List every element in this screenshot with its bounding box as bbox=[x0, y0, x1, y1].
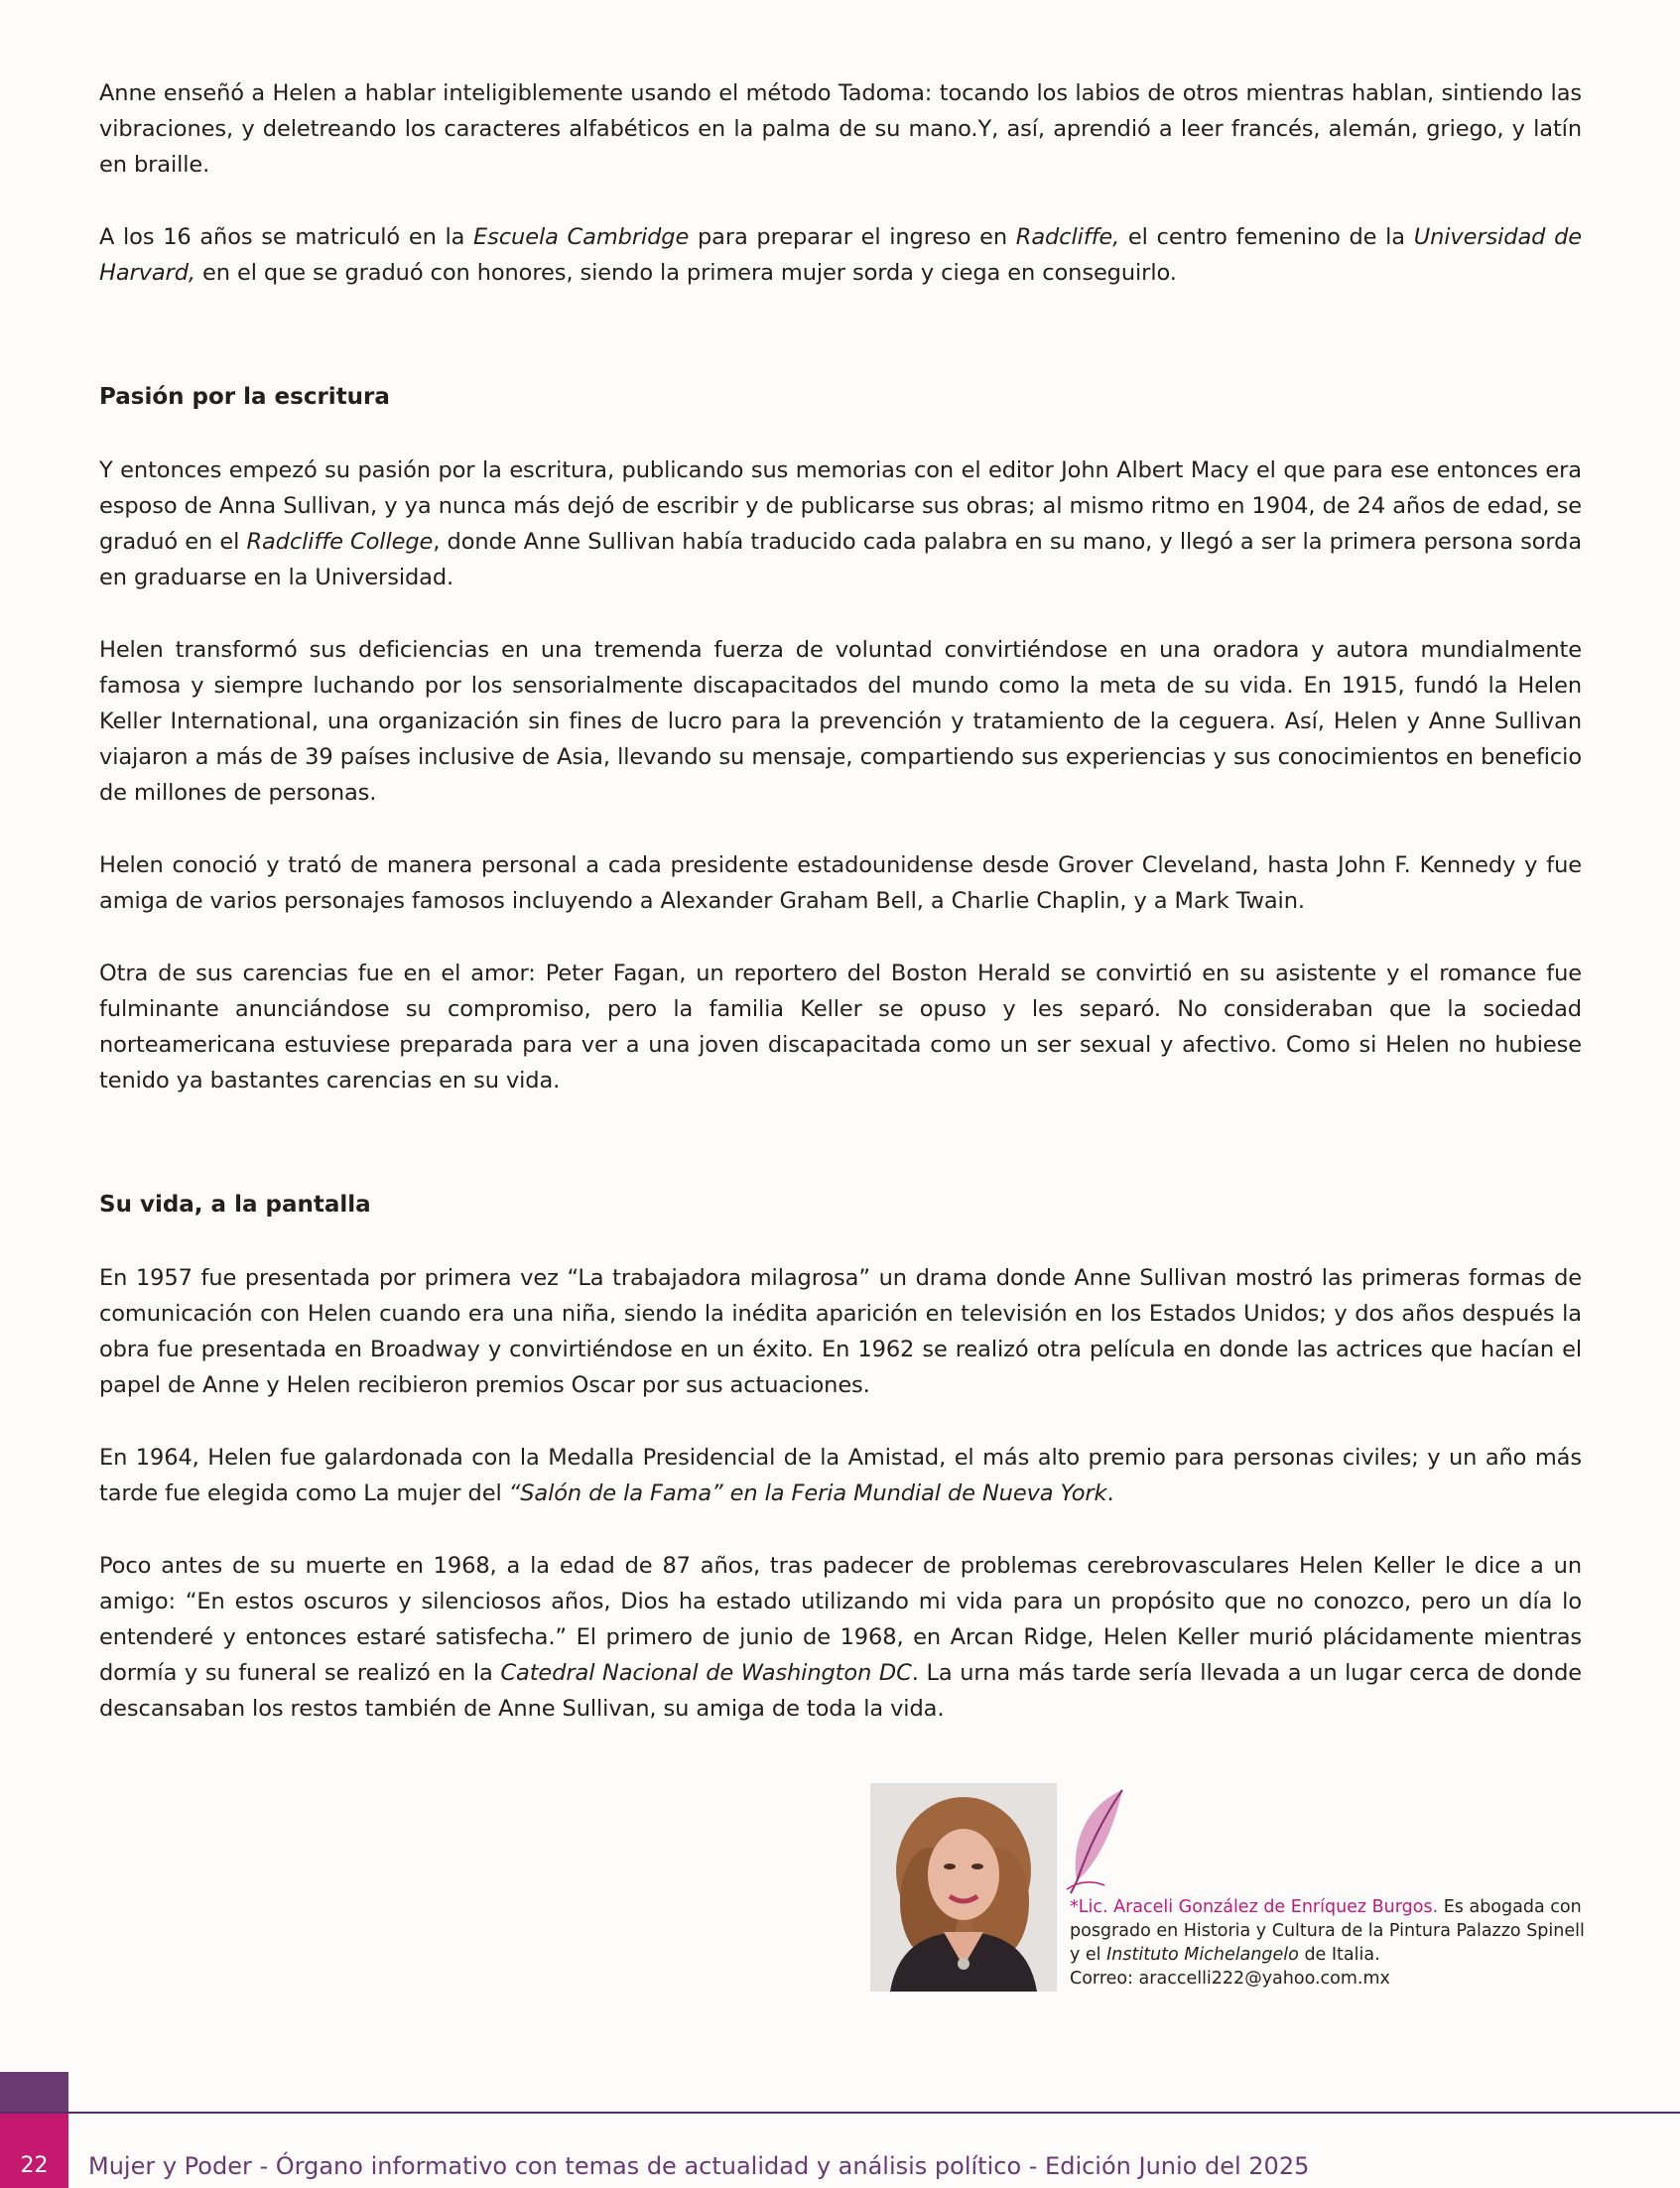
paragraph: Anne enseñó a Helen a hablar inteligiblemente usando el método Tadoma: tocando los labios de otros mientras hablan, sintiendo las vibraciones, y deletreando los caracteres alfabéticos en la palma de su mano.Y, así, aprendió a leer francés, alemán, griego, y latín en braille. bbox=[99, 80, 1582, 178]
paragraph: Y entonces empezó su pasión por la escritura, publicando sus memorias con el editor John Albert Macy el que para ese entonces era esposo de Anna Sullivan, y ya nunca más dejó de escribir y de publicarse sus obras; al mismo ritmo en 1904, de 24 años de edad, se graduó en el Radcliffe College, donde Anne Sullivan había traducido cada palabra en su mano, y llegó a ser la primera persona sorda en graduarse en la Universidad. bbox=[99, 457, 1583, 590]
author-email: Correo: araccelli222@yahoo.com.mx bbox=[1070, 1969, 1390, 1989]
paragraph: En 1964, Helen fue galardonada con la Medalla Presidencial de la Amistad, el más alto premio para personas civiles; y un año más tarde fue elegida como La mujer del “Salón de la Fama” en la Feria Mundial de Nueva York. bbox=[99, 1445, 1582, 1506]
section-heading: Pasión por la escritura bbox=[99, 384, 390, 410]
paragraph: Helen conoció y trató de manera personal a cada presidente estadounidense desde Grover Cleveland, hasta John F. Kennedy y fue amiga de varios personajes famosos incluyendo a Alexander Graham Bell, a Charlie Chaplin, y a Mark Twain. bbox=[99, 852, 1582, 914]
paragraph: En 1957 fue presentada por primera vez “La trabajadora milagrosa” un drama donde Anne Sullivan mostró las primeras formas de comunicación con Helen cuando era una niña, siendo la inédita aparición en televisión en los Estados Unidos; y dos años después la obra fue presentada en Broadway y convirtiéndose en un éxito. En 1962 se realizó otra película en donde las actrices que hacían el papel de Anne y Helen recibieron premios Oscar por sus actuaciones. bbox=[99, 1265, 1582, 1398]
paragraph: A los 16 años se matriculó en la Escuela Cambridge para preparar el ingreso en Radcliffe, el centro femenino de la Universidad de Harvard, en el que se graduó con honores, siendo la primera mujer sorda y ciega en conseguirlo. bbox=[99, 224, 1583, 286]
paragraph: Otra de sus carencias fue en el amor: Peter Fagan, un reportero del Boston Herald se convirtió en su asistente y el romance fue fulminante anunciándose su compromiso, pero la familia Keller se opuso y les separó. No consideraban que la sociedad norteamericana estuviese preparada para ver a una joven discapacitada como un ser sexual y afectivo. Como si Helen no hubiese tenido ya bastantes carencias en su vida. bbox=[99, 961, 1582, 1094]
author-photo bbox=[870, 1783, 1057, 1992]
author-bio: *Lic. Araceli González de Enríquez Burgos. Es abogada con posgrado en Historia y Cultura de la Pintura Palazzo Spinell y el Instituto Michelangelo de Italia. Correo: araccelli222@yahoo.com.mx bbox=[1070, 1897, 1585, 1989]
paragraph: Poco antes de su muerte en 1968, a la edad de 87 años, tras padecer de problemas cerebrovasculares Helen Keller le dice a un amigo: “En estos oscuros y silenciosos años, Dios ha estado utilizando mi vida para un propósito que no conozco, pero un día lo entenderé y entonces estaré satisfecha.” El primero de junio de 1968, en Arcan Ridge, Helen Keller murió plácidamente mientras dormía y su funeral se realizó en la Catedral Nacional de Washington DC. La urna más tarde sería llevada a un lugar cerca de donde descansaban los restos también de Anne Sullivan, su amiga de toda la vida. bbox=[99, 1553, 1583, 1722]
page-number: 22 bbox=[20, 2153, 49, 2178]
footer-text: Mujer y Poder - Órgano informativo con temas de actualidad y análisis político - Edición Junio del 2025 bbox=[88, 2152, 1310, 2180]
author-name: *Lic. Araceli González de Enríquez Burgos. bbox=[1070, 1897, 1439, 1917]
paragraph: Helen transformó sus deficiencias en una tremenda fuerza de voluntad convirtiéndose en una oradora y autora mundialmente famosa y siempre luchando por los sensorialmente discapacitados del mundo como la meta de su vida. En 1915, fundó la Helen Keller International, una organización sin fines de lucro para la prevención y tratamiento de la ceguera. Así, Helen y Anne Sullivan viajaron a más de 39 países inclusive de Asia, llevando su mensaje, compartiendo sus experiencias y sus conocimientos en beneficio de millones de personas. bbox=[99, 637, 1582, 806]
author-box bbox=[870, 1783, 1585, 1992]
footer-divider bbox=[0, 2112, 1680, 2114]
article-body bbox=[99, 75, 1582, 1727]
section-heading: Su vida, a la pantalla bbox=[99, 1192, 371, 1218]
quill-feather-icon bbox=[1065, 1786, 1128, 1895]
